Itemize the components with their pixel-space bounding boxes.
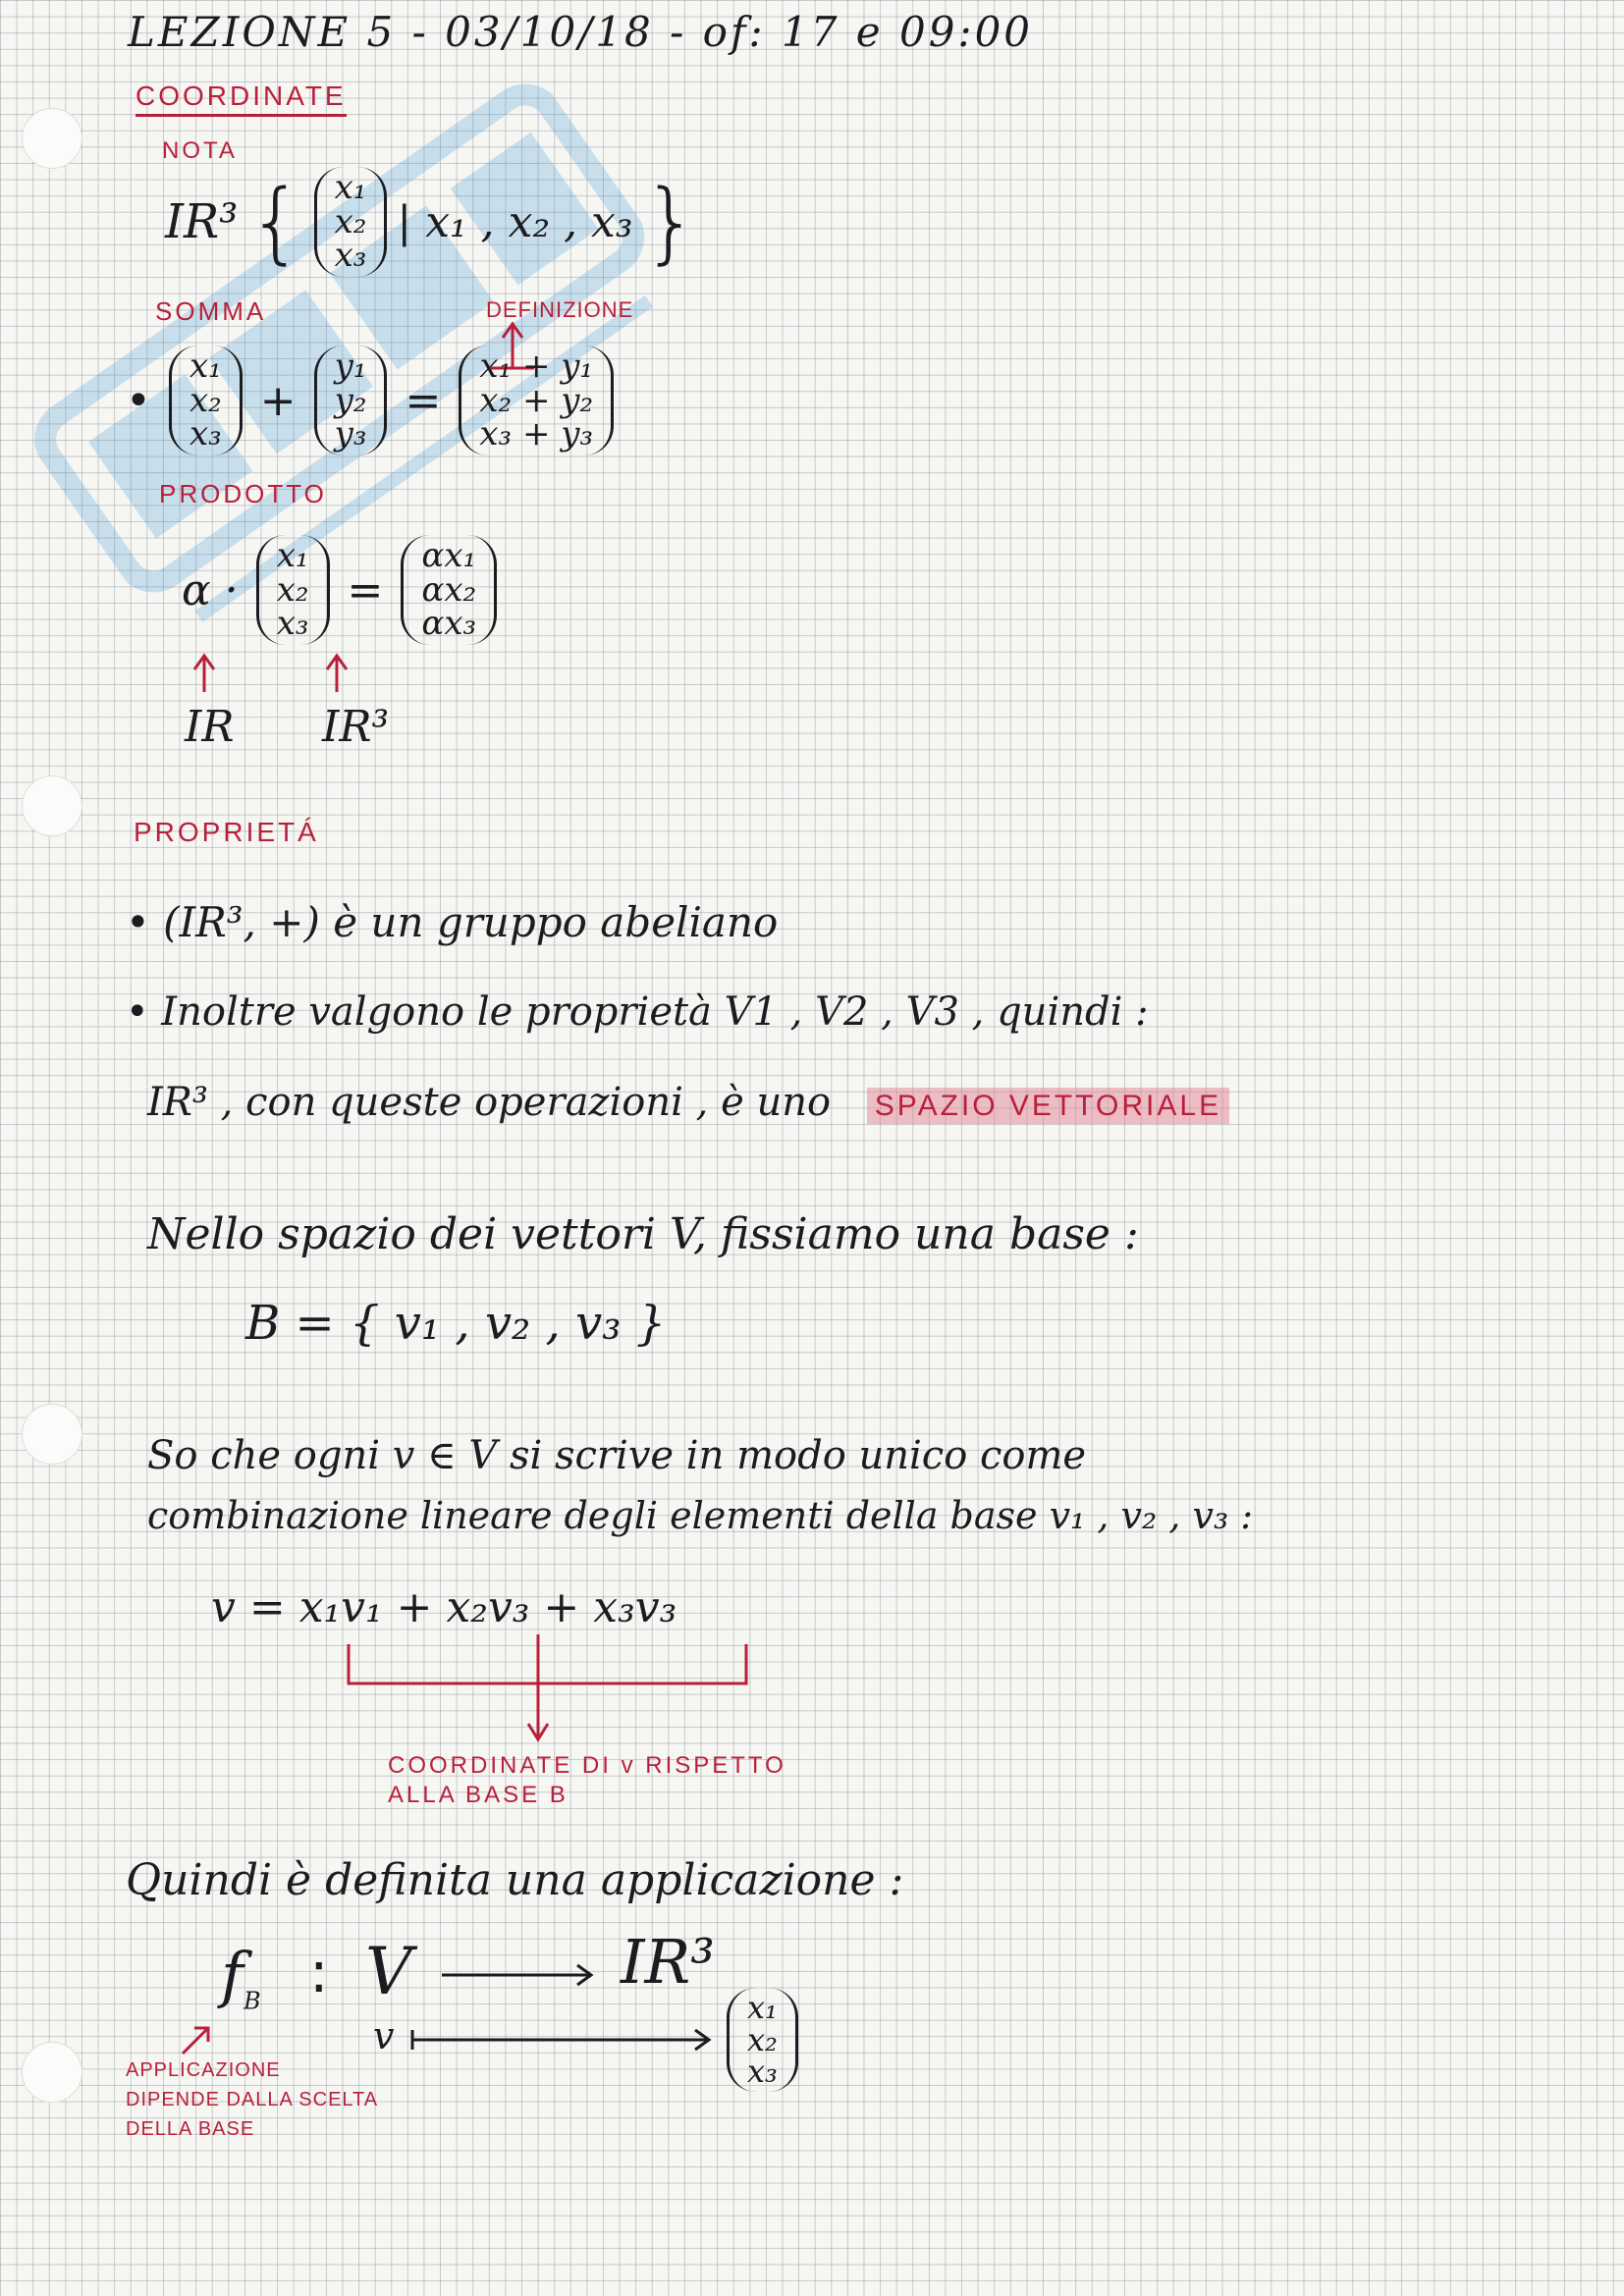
proprieta-line-1: • (IR³, +) è un gruppo abeliano (126, 898, 779, 946)
map-image-vector: x₁ x₂ x₃ (727, 1988, 798, 2092)
map-domain: V (365, 1934, 412, 2009)
nota-label: NOTA (162, 137, 238, 164)
somma-label: SOMMA (155, 296, 267, 326)
application-note-line-1: APPLICAZIONE (126, 2059, 281, 2081)
section-title-coordinate: COORDINATE (135, 80, 347, 117)
base-line-2: So che ogni v ∈ V si scrive in modo unico come (147, 1433, 1087, 1478)
map-codomain: IR³ (621, 1926, 716, 1998)
plus-sign: + (259, 375, 297, 426)
page-title: LEZIONE 5 - 03/10/18 - of: 17 e 09:00 (128, 8, 1034, 56)
prodotto-expression (182, 535, 497, 645)
map-colon: : (309, 1939, 329, 2005)
scalar-alpha: α · (182, 564, 239, 615)
proprieta-line-3 (147, 1080, 1229, 1125)
vector-domain-label: IR³ (322, 702, 390, 752)
proprieta-line-3-text: IR³ , con queste operazioni , è uno (147, 1080, 832, 1125)
nota-vector: x₁ x₂ x₃ (314, 167, 388, 277)
application-line: Quindi è definita una applicazione : (126, 1855, 904, 1905)
somma-left-vector: x₁ x₂ x₃ (169, 346, 243, 455)
set-close-brace: } (642, 170, 699, 274)
application-note-line-2: DIPENDE DALLA SCELTA (126, 2089, 379, 2110)
somma-expression (126, 346, 614, 455)
scalar-domain-label: IR (185, 702, 235, 752)
nota-expression (165, 167, 699, 277)
map-element: v (373, 2014, 395, 2057)
prodotto-result-vector: αx₁ αx₂ αx₃ (401, 535, 497, 645)
map-image (727, 1988, 798, 2092)
somma-result-vector: x₁ + y₁ x₂ + y₂ x₃ + y₃ (459, 346, 614, 455)
section-title-proprieta: PROPRIETÁ (134, 817, 319, 847)
prodotto-vector: x₁ x₂ x₃ (256, 535, 330, 645)
coordinate-note-line-2: ALLA BASE B (388, 1782, 568, 1808)
map-name: $f_B$ (221, 1939, 261, 2015)
base-line-3: combinazione lineare degli elementi della base v₁ , v₂ , v₃ : (147, 1494, 1254, 1537)
proprieta-line-2: • Inoltre valgono le proprietà V1 , V2 , V3 , quindi : (126, 989, 1149, 1035)
map-subscript: B (243, 1987, 261, 2015)
basis-definition: B = { v₁ , v₂ , v₃ } (245, 1296, 667, 1351)
linear-combination-formula: v = x₁v₁ + x₂v₃ + x₃v₃ (211, 1582, 677, 1632)
spazio-vettoriale-highlight: SPAZIO VETTORIALE (867, 1088, 1229, 1124)
somma-right-vector: y₁ y₂ y₃ (314, 346, 388, 455)
prodotto-label: PRODOTTO (159, 479, 327, 508)
equals-sign: = (347, 564, 384, 615)
nota-condition: | x₁ , x₂ , x₃ (397, 196, 633, 247)
bullet: • (126, 375, 151, 426)
set-open-brace: { (247, 170, 304, 274)
r3-symbol: IR³ (165, 194, 239, 249)
equals-sign: = (405, 375, 442, 426)
definition-label: DEFINIZIONE (486, 297, 634, 322)
base-line-1: Nello spazio dei vettori V, fissiamo una base : (147, 1209, 1139, 1259)
coordinate-note-line-1: COORDINATE DI v RISPETTO (388, 1752, 786, 1779)
application-note-line-3: DELLA BASE (126, 2118, 255, 2140)
